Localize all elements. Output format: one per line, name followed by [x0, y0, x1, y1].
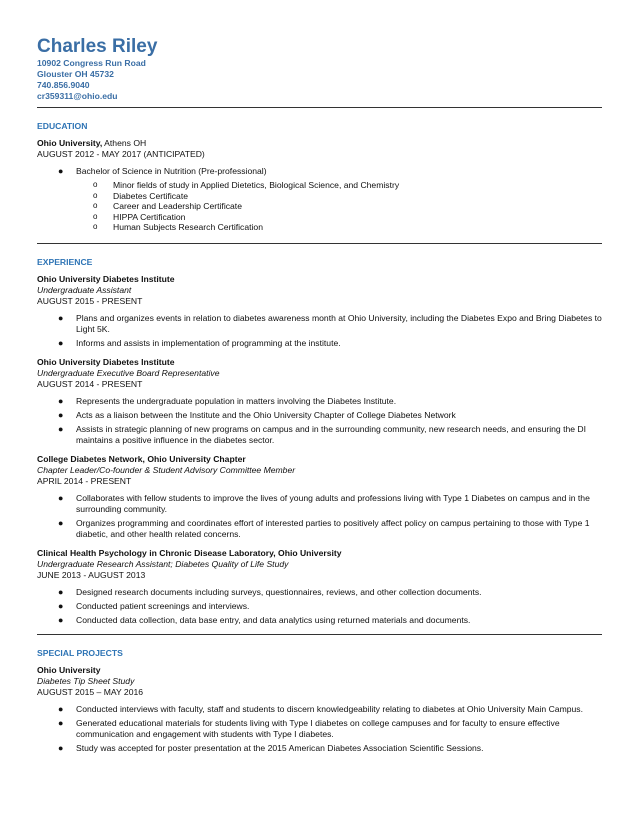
- resume-header: [37, 36, 602, 108]
- circle-bullet-icon: o: [93, 211, 98, 221]
- duty-item: [37, 396, 602, 407]
- duty-list: [37, 396, 602, 446]
- organization-name: Clinical Health Psychology in Chronic Disease Laboratory, Ohio University: [37, 547, 342, 558]
- job-title: Undergraduate Executive Board Representative: [37, 367, 220, 378]
- address-line-1: 10902 Congress Run Road: [37, 58, 146, 68]
- duty-list: [37, 493, 602, 540]
- email-address[interactable]: cr359311@ohio.edu: [37, 91, 118, 101]
- duty-list: [37, 587, 602, 626]
- bullet-icon: ●: [58, 614, 64, 625]
- job-dates: AUGUST 2014 - PRESENT: [37, 378, 143, 389]
- experience-section: [37, 257, 602, 635]
- education-dates: AUGUST 2012 - MAY 2017 (ANTICIPATED): [37, 149, 205, 159]
- subitem-text: Career and Leadership Certificate: [113, 201, 242, 211]
- experience-entry: [37, 357, 602, 446]
- duty-item: [37, 518, 602, 540]
- circle-bullet-icon: o: [93, 190, 98, 200]
- job-title: Undergraduate Research Assistant; Diabetes Quality of Life Study: [37, 558, 289, 569]
- bullet-icon: ●: [58, 717, 64, 728]
- subitem: [37, 222, 602, 233]
- duty-text: Conducted data collection, data base entry, and data analytics using returned materials and documents.: [76, 614, 471, 625]
- education-institution: [37, 138, 602, 149]
- circle-bullet-icon: o: [93, 222, 98, 231]
- degree-item: [37, 166, 602, 177]
- address-line-2: Glouster OH 45732: [37, 69, 114, 79]
- organization-name: Ohio University Diabetes Institute: [37, 273, 175, 284]
- bullet-icon: ●: [58, 600, 64, 611]
- duty-item: [37, 704, 602, 715]
- duty-item: [37, 601, 602, 612]
- project-entry: [37, 665, 602, 754]
- organization-name: Ohio University: [37, 664, 101, 675]
- duty-text: Conducted interviews with faculty, staff and students to discern knowledgeability relating to diabetes at Ohio University Main Campus.: [76, 703, 583, 714]
- circle-bullet-icon: o: [93, 201, 98, 210]
- experience-heading: EXPERIENCE: [37, 256, 93, 267]
- job-title: Chapter Leader/Co-founder & Student Advisory Committee Member: [37, 464, 296, 475]
- duty-text: Informs and assists in implementation of programming at the institute.: [76, 337, 341, 348]
- bullet-icon: ●: [58, 395, 64, 406]
- degree-text: Bachelor of Science in Nutrition (Pre-professional): [76, 166, 267, 176]
- bullet-icon: ●: [58, 166, 64, 176]
- duty-item: [37, 587, 602, 598]
- experience-entry: [37, 548, 602, 626]
- job-dates: AUGUST 2015 - PRESENT: [37, 295, 143, 306]
- duty-item: [37, 615, 602, 626]
- duty-text: Collaborates with fellow students to improve the lives of young adults and professions living with Type 1 Diabetes on campus and in the surrounding community.: [76, 492, 590, 514]
- bullet-icon: ●: [58, 423, 64, 434]
- bullet-icon: ●: [58, 517, 64, 528]
- organization-name: College Diabetes Network, Ohio University Chapter: [37, 453, 246, 464]
- duty-text: Study was accepted for poster presentation at the 2015 American Diabetes Association Scientific Sessions.: [76, 742, 484, 753]
- duty-item: [37, 743, 602, 754]
- degree-list: [37, 166, 602, 177]
- projects-section: [37, 648, 602, 754]
- education-divider: [37, 243, 602, 244]
- duty-item: [37, 410, 602, 421]
- job-dates: APRIL 2014 - PRESENT: [37, 475, 132, 486]
- education-section: [37, 121, 602, 244]
- subitem: [37, 212, 602, 223]
- job-title: Undergraduate Assistant: [37, 284, 132, 295]
- subitem-text: Minor fields of study in Applied Dietetics, Biological Science, and Chemistry: [113, 180, 400, 190]
- duty-item: [37, 313, 602, 335]
- education-heading: EDUCATION: [37, 121, 88, 131]
- experience-entry: [37, 274, 602, 349]
- phone-number: 740.856.9040: [37, 80, 90, 90]
- header-divider: [37, 107, 602, 108]
- institution-name: Ohio University,: [37, 138, 103, 148]
- subitem: [37, 201, 602, 212]
- resume-page: [37, 36, 602, 762]
- project-dates: AUGUST 2015 – MAY 2016: [37, 686, 144, 697]
- bullet-icon: ●: [58, 312, 64, 323]
- candidate-name: Charles Riley: [37, 36, 158, 57]
- circle-bullet-icon: o: [93, 180, 98, 189]
- bullet-icon: ●: [58, 409, 64, 420]
- bullet-icon: ●: [58, 337, 64, 348]
- bullet-icon: ●: [58, 586, 64, 597]
- duty-text: Conducted patient screenings and interviews.: [76, 600, 250, 611]
- projects-heading: SPECIAL PROJECTS: [37, 647, 123, 658]
- duty-text: Assists in strategic planning of new programs on campus and in the surrounding community, new research needs, and ensuring the DI maintains a positive influence in the diabetes sector.: [76, 423, 587, 445]
- bullet-icon: ●: [58, 703, 64, 714]
- subitem: [37, 180, 602, 191]
- bullet-icon: ●: [58, 742, 64, 753]
- project-title: Diabetes Tip Sheet Study: [37, 675, 135, 686]
- experience-entry: [37, 454, 602, 540]
- job-dates: JUNE 2013 - AUGUST 2013: [37, 569, 146, 580]
- project-duty-list: [37, 704, 602, 754]
- subitem-text: Human Subjects Research Certification: [113, 222, 263, 232]
- subitem: [37, 191, 602, 202]
- experience-divider: [37, 634, 602, 635]
- subitem-text: Diabetes Certificate: [113, 190, 188, 201]
- duty-text: Represents the undergraduate population in matters involving the Diabetes Institute.: [76, 395, 397, 406]
- duty-text: Organizes programming and coordinates effort of interested parties to positively affect policy on campus pertaining to those with Type 1 diabetic, and other health related concerns.: [76, 517, 590, 539]
- organization-name: Ohio University Diabetes Institute: [37, 356, 175, 367]
- duty-text: Generated educational materials for students living with Type I diabetes on college campuses and for faculty to ensure effective communication and engagement with students with Type I diabetes.: [76, 717, 560, 739]
- duty-item: [37, 493, 602, 515]
- duty-item: [37, 718, 602, 740]
- subitem-text: HIPPA Certification: [113, 211, 186, 222]
- duty-list: [37, 313, 602, 349]
- duty-item: [37, 424, 602, 446]
- duty-text: Designed research documents including surveys, questionnaires, reviews, and other collection documents.: [76, 586, 482, 597]
- bullet-icon: ●: [58, 492, 64, 503]
- institution-location: Athens OH: [102, 138, 147, 148]
- duty-text: Acts as a liaison between the Institute and the Ohio University Chapter of College Diabetes Network: [76, 409, 456, 420]
- education-subitems: [37, 180, 602, 233]
- duty-text: Plans and organizes events in relation to diabetes awareness month at Ohio University, including the Diabetes Expo and Bring Diabetes to Light 5K.: [76, 312, 602, 334]
- duty-item: [37, 338, 602, 349]
